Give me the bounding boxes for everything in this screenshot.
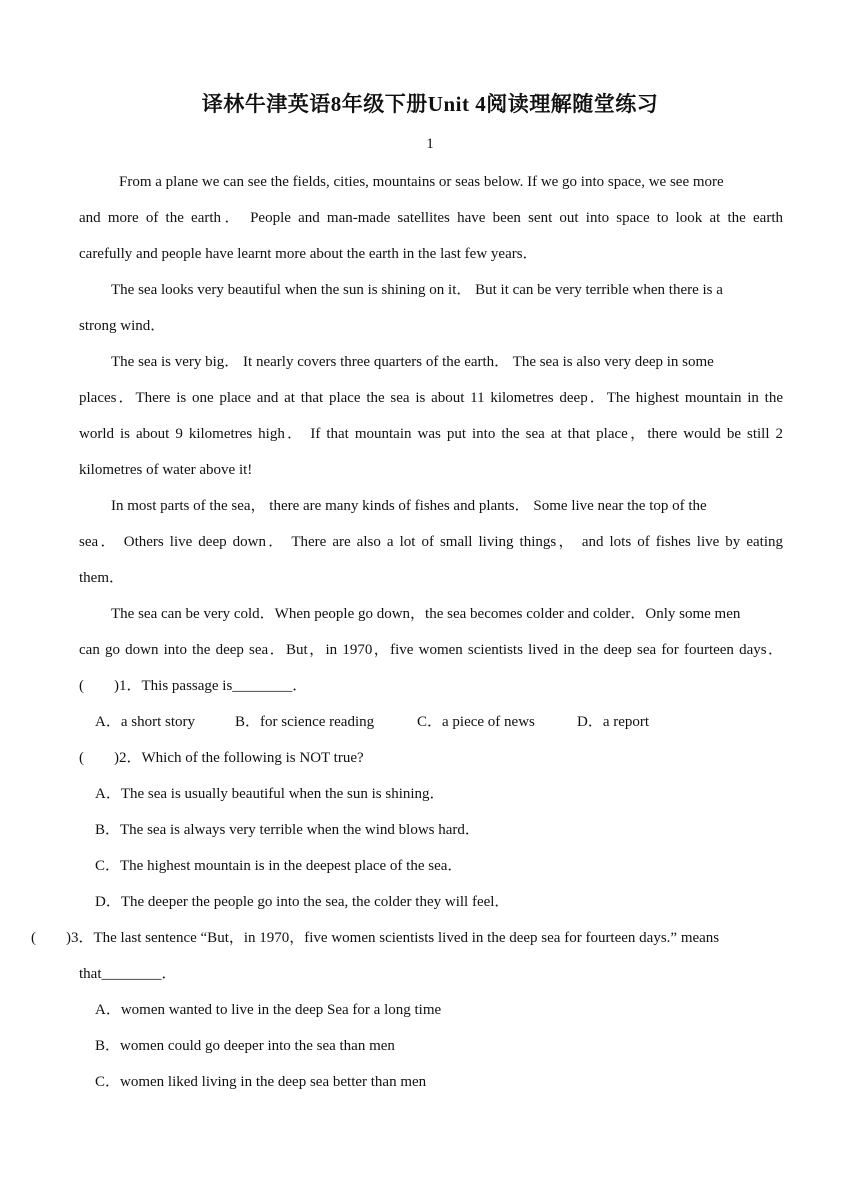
answer-option: A．The sea is usually beautiful when the sun is shining． <box>95 786 445 802</box>
answer-option: B．The sea is always very terrible when the wind blows hard． <box>95 822 480 838</box>
answer-option: C．a piece of news <box>417 714 535 730</box>
answer-option: A．a short story <box>95 714 195 730</box>
question-stem-continuation: that________． <box>79 966 177 982</box>
answer-option: B．women could go deeper into the sea than men <box>95 1038 395 1054</box>
answer-option: C．The highest mountain is in the deepest place of the sea． <box>95 858 463 874</box>
question-stem: ( )3．The last sentence “But，in 1970，five women scientists lived in the deep sea for fourteen days.” means <box>31 930 720 946</box>
answer-option: D．a report <box>577 714 650 730</box>
passage-line: strong wind． <box>79 318 166 334</box>
passage-line: them． <box>79 570 124 586</box>
question-stem: ( )2．Which of the following is NOT true? <box>79 750 364 766</box>
passage-line: The sea looks very beautiful when the sun is shining on it． But it can be very terrible when there is a <box>111 282 723 298</box>
passage-line: kilometres of water above it! <box>79 462 253 478</box>
page-title: 译林牛津英语8年级下册Unit 4阅读理解随堂练习 <box>201 92 659 116</box>
passage-line: From a plane we can see the fields, cities, mountains or seas below. If we go into space, we see more <box>119 174 724 190</box>
question-stem: ( )1．This passage is________． <box>79 678 308 694</box>
section-number: 1 <box>426 136 434 152</box>
passage-line: sea． Others live deep down． There are also a lot of small living things， and lots of fishes live by eating <box>79 534 783 550</box>
passage-line: carefully and people have learnt more about the earth in the last few years． <box>79 246 538 262</box>
passage-line: can go down into the deep sea．But，in 1970，five women scientists lived in the deep sea for fourteen days． <box>79 642 783 658</box>
answer-option: A．women wanted to live in the deep Sea for a long time <box>95 1002 442 1018</box>
passage-line: In most parts of the sea， there are many kinds of fishes and plants． Some live near the top of the <box>111 498 707 514</box>
answer-option: D．The deeper the people go into the sea, the colder they will feel． <box>95 894 510 910</box>
passage-line: places．There is one place and at that place the sea is about 11 kilometres deep．The highest mountain in the <box>79 390 783 406</box>
answer-option: B．for science reading <box>235 714 375 730</box>
passage-line: The sea is very big． It nearly covers three quarters of the earth． The sea is also very deep in some <box>111 354 714 370</box>
answer-option: C．women liked living in the deep sea better than men <box>95 1074 427 1090</box>
passage-line: world is about 9 kilometres high． If that mountain was put into the sea at that place，there would be still 2 <box>79 426 783 442</box>
passage-line: and more of the earth． People and man-made satellites have been sent out into space to look at the earth <box>79 210 783 226</box>
passage-line: The sea can be very cold．When people go down，the sea becomes colder and colder．Only some men <box>111 606 741 622</box>
